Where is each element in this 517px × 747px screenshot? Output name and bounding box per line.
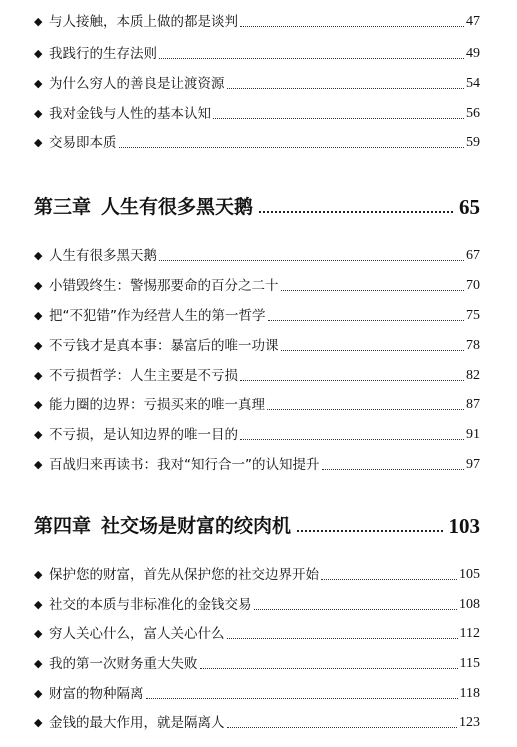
toc-entry[interactable] [34,367,480,385]
toc-entry[interactable] [34,655,480,673]
dot-leader [322,467,465,470]
diamond-bullet-icon: ◆ [34,398,43,411]
diamond-bullet-icon: ◆ [34,627,43,640]
toc-entry[interactable] [34,277,480,295]
dot-leader [240,437,464,440]
toc-entry[interactable] [34,75,480,93]
chapter-title: 人生有很多黑天鹅 [101,196,254,218]
diamond-bullet-icon: ◆ [34,309,43,322]
diamond-bullet-icon: ◆ [34,339,43,352]
chapter-page-number: 65 [459,195,480,219]
dot-leader [227,636,458,639]
dot-leader [281,348,465,351]
entry-title: 为什么穷人的善良是让渡资源 [49,76,225,92]
toc-entry[interactable] [34,685,480,703]
entry-page-number: 123 [459,715,480,730]
diamond-bullet-icon: ◆ [34,716,43,729]
diamond-bullet-icon: ◆ [34,15,43,28]
toc-entry[interactable] [34,13,480,31]
entry-page-number: 75 [466,308,480,323]
entry-title: 能力圈的边界：亏损买来的唯一真理 [49,397,265,413]
diamond-bullet-icon: ◆ [34,657,43,670]
entry-title: 保护您的财富，首先从保护您的社交边界开始 [49,567,319,583]
diamond-bullet-icon: ◆ [34,47,43,60]
entry-title: 与人接触，本质上做的都是谈判 [49,14,238,30]
entry-title: 财富的物种隔离 [49,686,144,702]
entry-page-number: 59 [466,135,480,150]
diamond-bullet-icon: ◆ [34,136,43,149]
toc-entry[interactable] [34,134,480,152]
entry-title: 社交的本质与非标准化的金钱交易 [49,597,252,613]
entry-page-number: 70 [466,278,480,293]
entry-title: 百战归来再读书：我对“知行合一”的认知提升 [49,457,320,473]
entry-title: 不亏损，是认知边界的唯一目的 [49,427,238,443]
entry-title: 穷人关心什么，富人关心什么 [49,626,225,642]
entry-page-number: 49 [466,46,480,61]
chapter-heading[interactable] [34,194,480,220]
dot-leader [267,407,464,410]
entry-page-number: 54 [466,76,480,91]
entry-page-number: 91 [466,427,480,442]
entry-page-number: 87 [466,397,480,412]
entry-title: 交易即本质 [49,135,117,151]
toc-entry[interactable] [34,426,480,444]
diamond-bullet-icon: ◆ [34,77,43,90]
entry-page-number: 108 [459,597,480,612]
diamond-bullet-icon: ◆ [34,249,43,262]
dot-leader [159,56,464,59]
toc-entry[interactable] [34,45,480,63]
entry-title: 不亏钱才是真本事：暴富后的唯一功课 [49,338,279,354]
entry-title: 人生有很多黑天鹅 [49,248,157,264]
diamond-bullet-icon: ◆ [34,428,43,441]
dot-leader [119,145,465,148]
dot-leader [259,209,453,213]
entry-page-number: 67 [466,248,480,263]
dot-leader [227,86,465,89]
toc-entry[interactable] [34,396,480,414]
dot-leader [159,258,464,261]
entry-page-number: 78 [466,338,480,353]
toc-entry[interactable] [34,714,480,732]
entry-page-number: 118 [459,686,480,701]
dot-leader [268,318,465,321]
entry-page-number: 97 [466,457,480,472]
entry-page-number: 105 [459,567,480,582]
toc-entry[interactable] [34,105,480,123]
entry-title: 我的第一次财务重大失败 [49,656,198,672]
diamond-bullet-icon: ◆ [34,279,43,292]
diamond-bullet-icon: ◆ [34,369,43,382]
dot-leader [297,528,442,532]
dot-leader [321,577,457,580]
entry-title: 我对金钱与人性的基本认知 [49,106,211,122]
entry-page-number: 112 [459,626,480,641]
chapter-number: 第四章 [34,515,92,537]
entry-title: 我践行的生存法则 [49,46,157,62]
dot-leader [200,666,458,669]
dot-leader [254,607,458,610]
chapter-number: 第三章 [34,196,92,218]
entry-page-number: 115 [459,656,480,671]
dot-leader [227,725,458,728]
chapter-heading[interactable] [34,513,480,539]
entry-title: 不亏损哲学：人生主要是不亏损 [49,368,238,384]
toc-entry[interactable] [34,596,480,614]
chapter-title: 社交场是财富的绞肉机 [101,515,292,537]
entry-title: 小错毁终生：警惕那要命的百分之二十 [49,278,279,294]
dot-leader [146,696,458,699]
entry-title: 金钱的最大作用，就是隔离人 [49,715,225,731]
diamond-bullet-icon: ◆ [34,568,43,581]
entry-page-number: 47 [466,14,480,29]
diamond-bullet-icon: ◆ [34,107,43,120]
entry-page-number: 56 [466,106,480,121]
toc-entry[interactable] [34,625,480,643]
chapter-page-number: 103 [448,514,480,538]
toc-entry[interactable] [34,337,480,355]
diamond-bullet-icon: ◆ [34,687,43,700]
diamond-bullet-icon: ◆ [34,598,43,611]
entry-title: 把“不犯错”作为经营人生的第一哲学 [49,308,266,324]
toc-entry[interactable] [34,456,480,474]
toc-entry[interactable] [34,247,480,265]
dot-leader [240,24,464,27]
diamond-bullet-icon: ◆ [34,458,43,471]
dot-leader [281,288,465,291]
dot-leader [213,116,464,119]
toc-entry[interactable] [34,566,480,584]
entry-page-number: 82 [466,368,480,383]
dot-leader [240,378,464,381]
toc-entry[interactable] [34,307,480,325]
